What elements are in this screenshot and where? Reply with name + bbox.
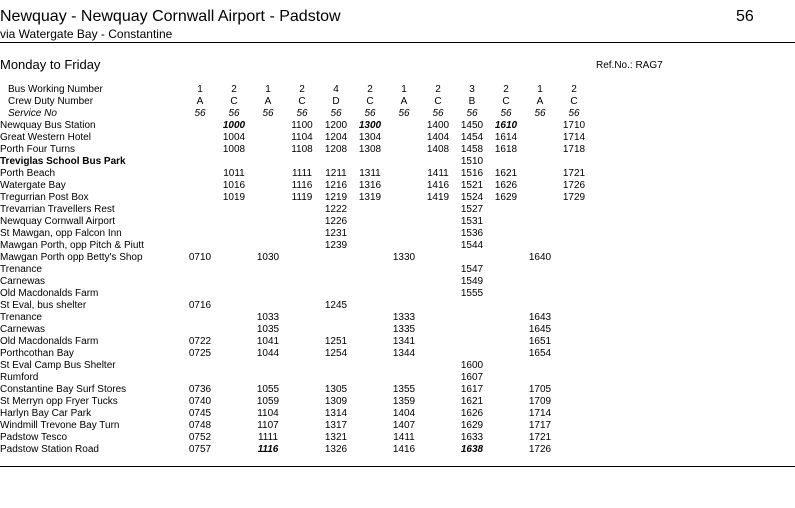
departure-time: 1111 [291,168,313,179]
time-cell: 56 [364,108,376,119]
stop-name: St Merryn opp Fryer Tucks [0,396,118,407]
departure-time: 1204 [324,132,348,143]
departure-time: 1621 [460,396,484,407]
departure-time: 0740 [188,396,212,407]
time-cell: 56 [534,108,546,119]
row-label: Bus Working Number [8,84,103,95]
departure-time: 1305 [324,384,348,395]
header-divider [0,42,795,43]
departure-time: 1633 [460,432,484,443]
departure-time: 1629 [494,192,518,203]
time-cell: 4 [333,84,339,95]
time-cell: 56 [330,108,342,119]
departure-time: 1643 [528,312,552,323]
departure-time: 0752 [188,432,212,443]
departure-time: 1555 [460,288,484,299]
time-cell: C [230,96,238,107]
departure-time: 1304 [358,132,382,143]
departure-time: 1011 [223,168,245,179]
departure-time: 1200 [324,120,348,131]
departure-time: 1618 [494,144,518,155]
time-cell: C [502,96,510,107]
departure-time: 1721 [528,432,552,443]
row-label: Crew Duty Number [8,96,94,107]
stop-name: Trenance [0,312,42,323]
departure-time: 1419 [426,192,450,203]
departure-time: 0716 [188,300,212,311]
departure-time: 1341 [392,336,416,347]
departure-time: 1524 [460,192,484,203]
route-title: Newquay - Newquay Cornwall Airport - Padstow [0,8,341,25]
departure-time: 1219 [324,192,348,203]
time-cell: C [298,96,306,107]
departure-time: 1705 [528,384,552,395]
departure-time: 1239 [324,240,348,251]
departure-time: 1104 [291,132,313,143]
departure-time: 1721 [562,168,586,179]
departure-time: 1516 [460,168,484,179]
time-cell: 1 [537,84,543,95]
stop-name: Padstow Tesco [0,432,68,443]
departure-time: 1319 [358,192,382,203]
departure-time: 1531 [460,216,484,227]
departure-time: 1654 [528,348,552,359]
departure-time: 1404 [426,132,450,143]
departure-time: 1651 [528,336,552,347]
departure-time: 1355 [392,384,416,395]
departure-time: 1330 [392,252,416,263]
departure-time: 1309 [324,396,348,407]
departure-time: 1408 [426,144,450,155]
departure-time: 1617 [460,384,484,395]
departure-time: 1416 [392,444,416,455]
time-cell: 56 [228,108,240,119]
time-cell: 1 [265,84,271,95]
departure-time: 0710 [188,252,212,263]
stop-name: Porth Four Turns [0,144,76,155]
stop-name: Carnewas [0,276,46,287]
stop-name: Mawgan Porth opp Betty's Shop [0,252,143,263]
stop-name: St Eval Camp Bus Shelter [0,360,116,371]
departure-time: 1400 [426,120,450,131]
footer-divider [0,466,795,467]
departure-time: 1333 [392,312,416,323]
departure-time: 1019 [222,192,246,203]
departure-time: 1222 [324,204,348,215]
stop-name: Great Western Hotel [0,132,91,143]
departure-time: 1629 [460,420,484,431]
departure-time: 1344 [392,348,416,359]
departure-time: 1004 [222,132,246,143]
departure-time: 1549 [460,276,484,287]
departure-time: 1326 [324,444,348,455]
time-cell: A [400,96,408,107]
departure-time: 1407 [392,420,416,431]
departure-time: 1359 [392,396,416,407]
stop-name: Windmill Trevone Bay Turn [0,420,120,431]
departure-time: 1016 [222,180,246,191]
departure-time: 1404 [392,408,416,419]
departure-time: 1621 [494,168,518,179]
departure-time: 1317 [324,420,348,431]
time-cell: B [468,96,476,107]
stop-name: Rumford [0,372,39,383]
departure-time: 1510 [460,156,484,167]
departure-time: 1100 [291,120,313,131]
departure-time: 1614 [494,132,518,143]
departure-time: 1033 [256,312,280,323]
stop-name: Newquay Bus Station [0,120,96,131]
departure-time: 1116 [257,444,279,455]
departure-time: 1041 [256,336,280,347]
departure-time: 0745 [188,408,212,419]
departure-time: 1316 [358,180,382,191]
time-cell: 2 [367,84,373,95]
departure-time: 1311 [359,168,381,179]
departure-time: 1450 [460,120,484,131]
time-cell: 2 [571,84,577,95]
time-cell: C [570,96,578,107]
departure-time: 1411 [393,432,415,443]
departure-time: 1626 [494,180,518,191]
departure-time: 1718 [562,144,586,155]
departure-time: 1626 [460,408,484,419]
departure-time: 1116 [291,180,313,191]
departure-time: 1035 [256,324,280,335]
time-cell: 56 [568,108,580,119]
time-cell: 2 [503,84,509,95]
departure-time: 1321 [324,432,348,443]
departure-time: 1411 [427,168,449,179]
departure-time: 1536 [460,228,484,239]
time-cell: D [332,96,340,107]
departure-time: 1300 [358,120,382,131]
departure-time: 1729 [562,192,586,203]
departure-time: 1055 [256,384,280,395]
departure-time: 1527 [460,204,484,215]
departure-time: 1211 [325,168,347,179]
stop-name: Porthcothan Bay [0,348,74,359]
stop-name: Padstow Station Road [0,444,99,455]
route-number: 56 [736,8,754,25]
departure-time: 1717 [528,420,552,431]
departure-time: 1610 [494,120,518,131]
departure-time: 1640 [528,252,552,263]
departure-time: 1645 [528,324,552,335]
departure-time: 1638 [460,444,484,455]
stop-name: Trenance [0,264,42,275]
stop-name: Old Macdonalds Farm [0,288,99,299]
time-cell: 2 [299,84,305,95]
departure-time: 1607 [460,372,484,383]
time-cell: 2 [435,84,441,95]
stop-name: Old Macdonalds Farm [0,336,99,347]
time-cell: C [434,96,442,107]
stop-name: St Mawgan, opp Falcon Inn [0,228,122,239]
time-cell: 56 [262,108,274,119]
time-cell: C [366,96,374,107]
time-cell: A [196,96,204,107]
departure-time: 1251 [324,336,348,347]
time-cell: 3 [469,84,475,95]
stop-name: Treviglas School Bus Park [0,156,126,167]
departure-time: 1521 [460,180,484,191]
time-cell: 56 [432,108,444,119]
departure-time: 1709 [528,396,552,407]
time-cell: 56 [398,108,410,119]
reference-number: Ref.No.: RAG7 [596,60,663,71]
stop-name: Watergate Bay [0,180,66,191]
departure-time: 0722 [188,336,212,347]
departure-time: 1111 [257,432,279,443]
time-cell: A [536,96,544,107]
stop-name: Porth Beach [0,168,56,179]
departure-time: 1245 [324,300,348,311]
stop-name: Tregurrian Post Box [0,192,89,203]
time-cell: 56 [500,108,512,119]
departure-time: 1119 [291,192,313,203]
departure-time: 1600 [460,360,484,371]
stop-name: Constantine Bay Surf Stores [0,384,127,395]
time-cell: A [264,96,272,107]
departure-time: 1547 [460,264,484,275]
departure-time: 1714 [562,132,586,143]
departure-time: 1059 [256,396,280,407]
departure-time: 1726 [562,180,586,191]
time-cell: 56 [194,108,206,119]
departure-time: 1216 [324,180,348,191]
stop-name: Newquay Cornwall Airport [0,216,116,227]
stop-name: Trevarrian Travellers Rest [0,204,115,215]
stop-name: St Eval, bus shelter [0,300,87,311]
departure-time: 1714 [528,408,552,419]
time-cell: 1 [197,84,203,95]
departure-time: 1226 [324,216,348,227]
departure-time: 1104 [257,408,279,419]
departure-time: 1231 [324,228,348,239]
departure-time: 1335 [392,324,416,335]
days-of-operation: Monday to Friday [0,57,101,72]
departure-time: 1308 [358,144,382,155]
stop-name: Harlyn Bay Car Park [0,408,92,419]
row-label: Service No [8,108,57,119]
departure-time: 1710 [562,120,586,131]
departure-time: 1008 [222,144,246,155]
time-cell: 1 [401,84,407,95]
departure-time: 1108 [291,144,313,155]
departure-time: 0748 [188,420,212,431]
departure-time: 1000 [222,120,246,131]
departure-time: 1454 [460,132,484,143]
departure-time: 0725 [188,348,212,359]
departure-time: 1030 [256,252,280,263]
departure-time: 1044 [256,348,280,359]
time-cell: 56 [296,108,308,119]
departure-time: 1544 [460,240,484,251]
route-subtitle: via Watergate Bay - Constantine [0,27,173,41]
stop-name: Mawgan Porth, opp Pitch & Piutt [0,240,144,251]
departure-time: 1107 [257,420,279,431]
departure-time: 1458 [460,144,484,155]
departure-time: 1208 [324,144,348,155]
departure-time: 1314 [324,408,348,419]
time-cell: 2 [231,84,237,95]
departure-time: 1416 [426,180,450,191]
stop-name: Carnewas [0,324,46,335]
time-cell: 56 [466,108,478,119]
departure-time: 0736 [188,384,212,395]
departure-time: 1726 [528,444,552,455]
departure-time: 0757 [188,444,212,455]
departure-time: 1254 [324,348,348,359]
